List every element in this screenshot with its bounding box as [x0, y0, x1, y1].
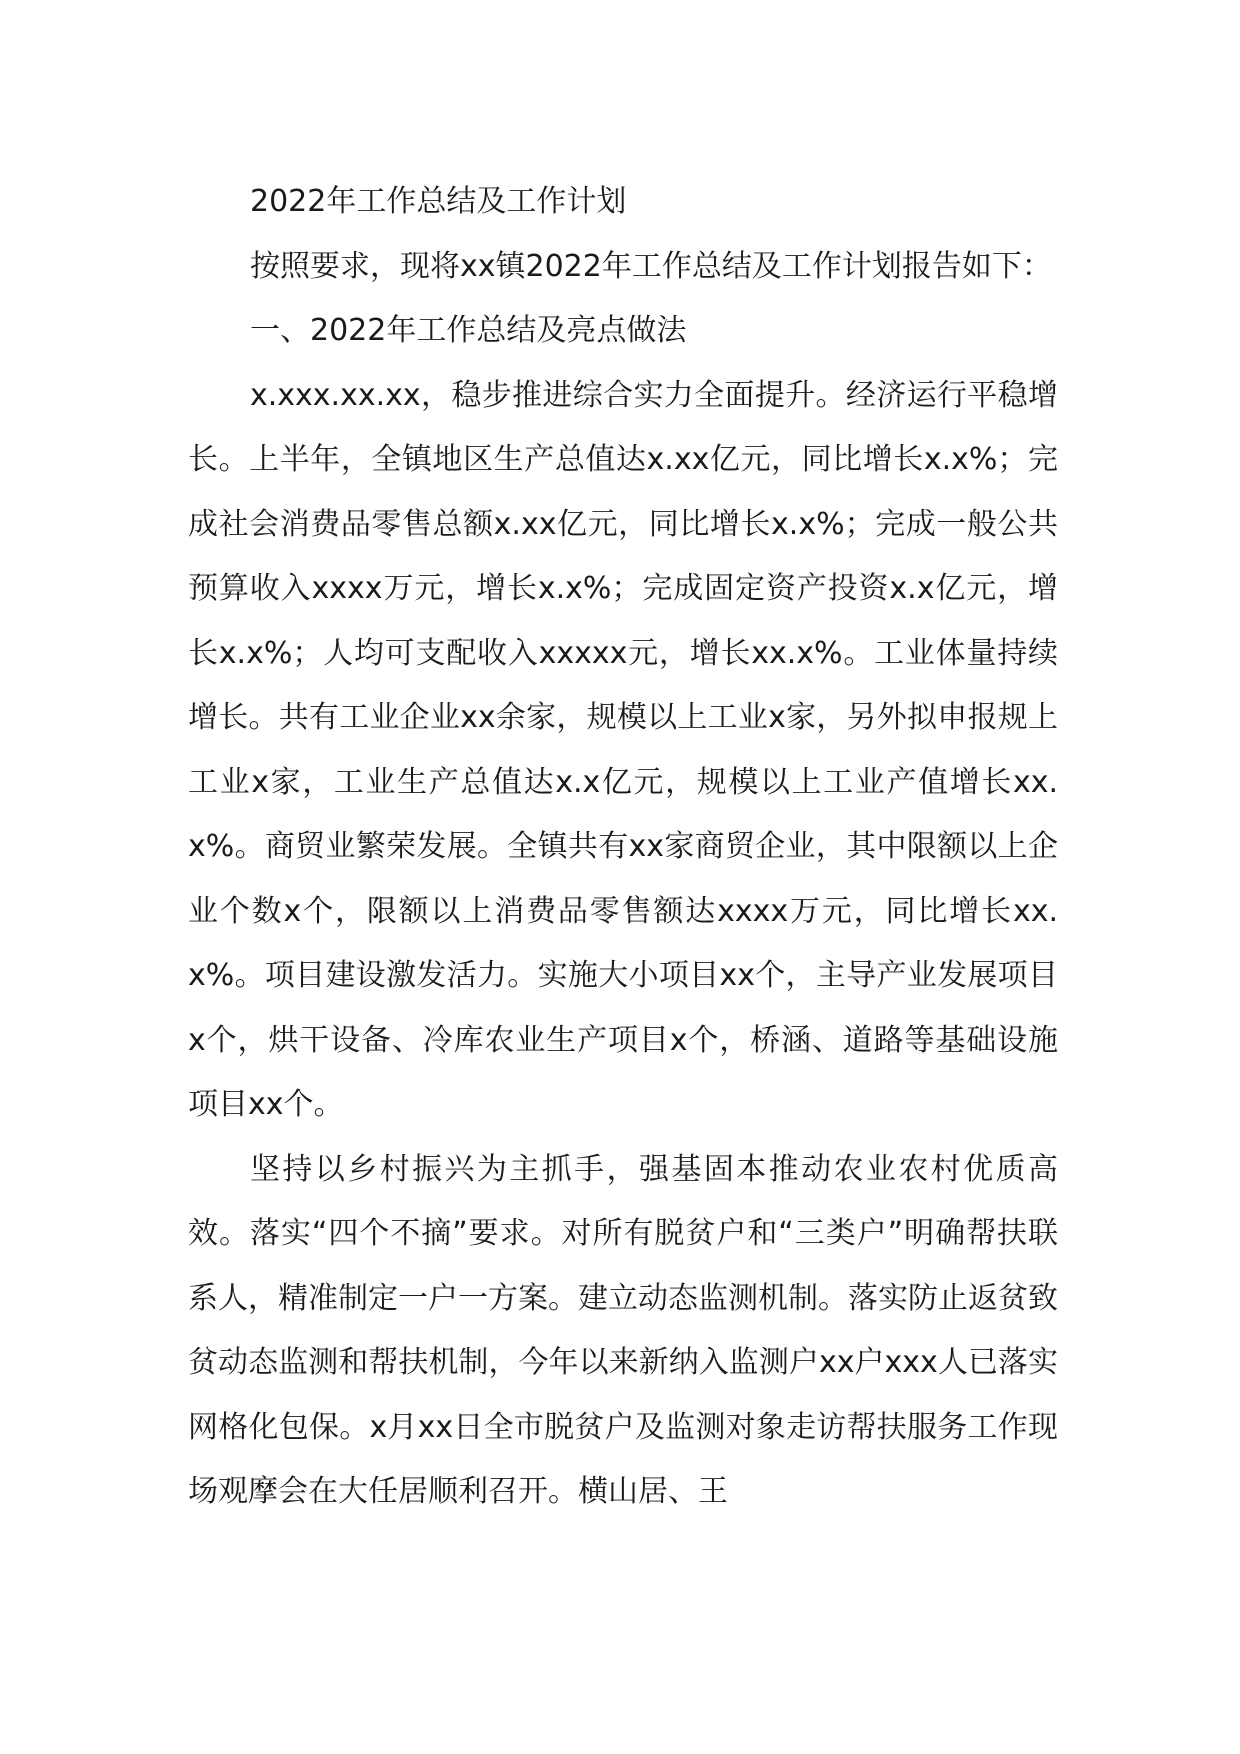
body-paragraph: 坚持以乡村振兴为主抓手，强基固本推动农业农村优质高效。落实“四个不摘”要求。对所有脱贫户和“三类户”明确帮扶联系人，精准制定一户一方案。建立动态监测机制。落实防止返贫致贫动态监测和帮扶机制，今年以来新纳入监测户xx户xxx人已落实网格化包保。x月xx日全市脱贫户及监测对象走访帮扶服务工作现场观摩会在大任居顺利召开。横山居、王	[188, 1151, 1058, 1509]
body-paragraph: x.xxx.xx.xx，稳步推进综合实力全面提升。经济运行平稳增长。上半年，全镇地区生产总值达x.xx亿元，同比增长x.x%；完成社会消费品零售总额x.xx亿元，同比增长x.x%；完成一般公共预算收入xxxx万元，增长x.x%；完成固定资产投资x.x亿元，增长x.x%；人均可支配收入xxxxx元，增长xx.x%。工业体量持续增长。共有工业企业xx余家，规模以上工业x家，另外拟申报规上工业x家，工业生产总值达x.x亿元，规模以上工业产值增长xx.x%。商贸业繁荣发展。全镇共有xx家商贸企业，其中限额以上企业个数x个，限额以上消费品零售额达xxxx万元，同比增长xx.x%。项目建设激发活力。实施大小项目xx个，主导产业发展项目x个，烘干设备、冷库农业生产项目x个，桥涵、道路等基础设施项目xx个。	[188, 377, 1058, 1122]
intro-paragraph: 按照要求，现将xx镇2022年工作总结及工作计划报告如下：	[250, 248, 1052, 284]
document-body	[188, 170, 1058, 1525]
section-heading: 一、2022年工作总结及亮点做法	[250, 313, 687, 348]
document-title: 2022年工作总结及工作计划	[250, 184, 627, 219]
